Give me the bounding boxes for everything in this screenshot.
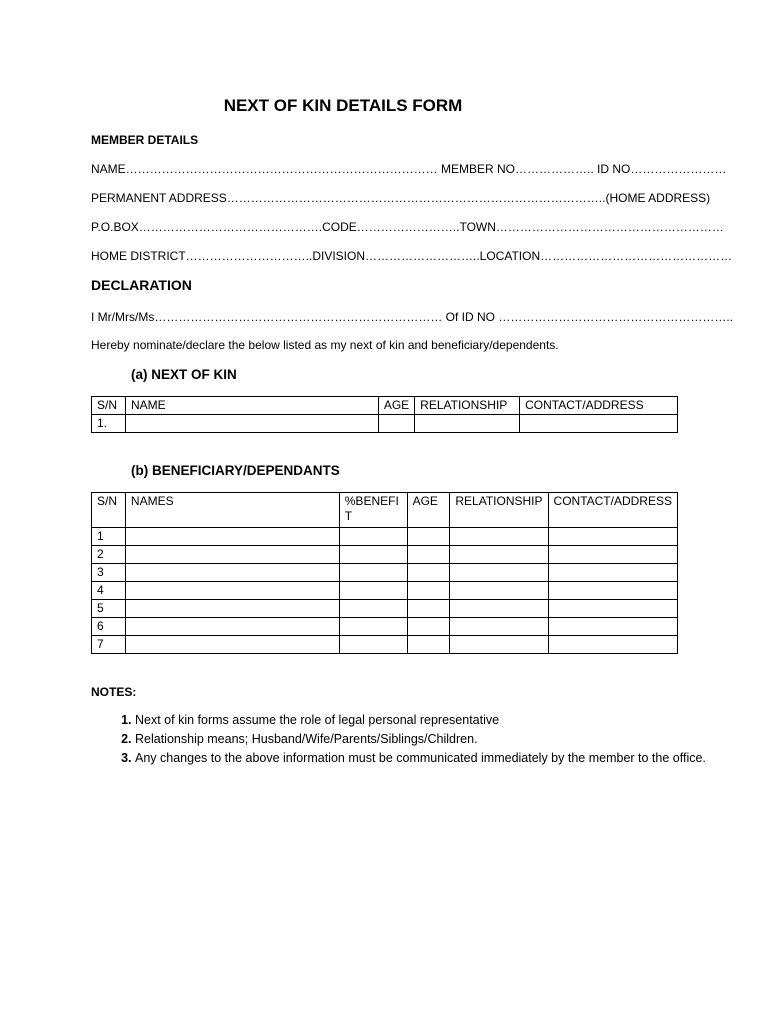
benefit-cell[interactable] [339,636,407,654]
table-row [92,546,678,564]
benefit-cell[interactable] [339,528,407,546]
names-cell[interactable] [125,600,339,618]
note-item: 2. Relationship means; Husband/Wife/Parents/Siblings/Children. [135,730,725,749]
notes-list [90,711,725,768]
column-header: CONTACT/ADDRESS [520,397,678,415]
next-of-kin-heading: (a) NEXT OF KIN [131,367,237,382]
beneficiaries-table [91,492,678,654]
age-cell[interactable] [407,600,450,618]
age-cell[interactable] [407,582,450,600]
benefit-cell[interactable] [339,600,407,618]
note-item: 3. Any changes to the above information must be communicated immediately by the member to the office. [135,749,725,768]
names-cell[interactable] [125,546,339,564]
benefit-cell[interactable] [339,618,407,636]
name-cell[interactable] [125,415,378,433]
relationship-cell[interactable] [450,528,548,546]
contact-cell[interactable] [548,546,677,564]
row-number: 2 [92,546,126,564]
column-header: CONTACT/ADDRESS [548,493,677,528]
note-item: 1. Next of kin forms assume the role of legal personal representative [135,711,725,730]
next-of-kin-table [91,396,678,433]
contact-cell[interactable] [548,636,677,654]
age-cell[interactable] [407,528,450,546]
table-row [92,582,678,600]
contact-cell[interactable] [548,564,677,582]
column-header: AGE [407,493,450,528]
age-cell[interactable] [407,564,450,582]
contact-cell[interactable] [520,415,678,433]
declaration-name-line: I Mr/Mrs/Ms……………………………………………………………… Of ID NO ………………………………………………….. [91,310,733,324]
column-header: NAMES [125,493,339,528]
age-cell[interactable] [378,415,414,433]
relationship-cell[interactable] [415,415,520,433]
names-cell[interactable] [125,618,339,636]
relationship-cell[interactable] [450,618,548,636]
column-header: RELATIONSHIP [415,397,520,415]
names-cell[interactable] [125,528,339,546]
contact-cell[interactable] [548,600,677,618]
column-header: AGE [378,397,414,415]
contact-cell[interactable] [548,528,677,546]
contact-cell[interactable] [548,582,677,600]
declaration-heading: DECLARATION [91,277,192,293]
home-district-line: HOME DISTRICT…………………………..DIVISION………………………..LOCATION………………………………………… [91,249,733,263]
column-header: %BENEFIT [339,493,407,528]
table-row [92,528,678,546]
row-number: 6 [92,618,126,636]
table-row [92,600,678,618]
benefit-cell[interactable] [339,546,407,564]
declaration-statement: Hereby nominate/declare the below listed as my next of kin and beneficiary/dependents. [91,338,559,352]
contact-cell[interactable] [548,618,677,636]
relationship-cell[interactable] [450,564,548,582]
column-header: S/N [92,397,126,415]
table-row [92,564,678,582]
names-cell[interactable] [125,636,339,654]
benefit-cell[interactable] [339,564,407,582]
age-cell[interactable] [407,546,450,564]
row-number: 7 [92,636,126,654]
table-row [92,636,678,654]
column-header: RELATIONSHIP [450,493,548,528]
notes-heading: NOTES: [91,685,137,699]
permanent-address-line: PERMANENT ADDRESS…………………………………………………………………………………..(HOME ADDRESS) [91,191,711,205]
table-header-row [92,397,678,415]
column-header: S/N [92,493,126,528]
row-number: 1 [92,528,126,546]
names-cell[interactable] [125,582,339,600]
row-number: 5 [92,600,126,618]
relationship-cell[interactable] [450,546,548,564]
names-cell[interactable] [125,564,339,582]
table-row [92,618,678,636]
member-details-heading: MEMBER DETAILS [91,133,199,147]
relationship-cell[interactable] [450,636,548,654]
table-row [92,415,678,433]
pobox-line: P.O.BOX……………………………………….CODE……………………..TOWN………………………………………………… [91,220,724,234]
beneficiaries-heading: (b) BENEFICIARY/DEPENDANTS [131,463,340,478]
table-header-row [92,493,678,528]
relationship-cell[interactable] [450,582,548,600]
age-cell[interactable] [407,636,450,654]
row-number: 3 [92,564,126,582]
row-number: 1. [92,415,126,433]
member-name-line: NAME…………………………………………………………………… MEMBER NO……………….. ID NO…………………… [91,162,727,176]
relationship-cell[interactable] [450,600,548,618]
row-number: 4 [92,582,126,600]
form-title: NEXT OF KIN DETAILS FORM [223,96,463,115]
benefit-cell[interactable] [339,582,407,600]
column-header: NAME [125,397,378,415]
age-cell[interactable] [407,618,450,636]
